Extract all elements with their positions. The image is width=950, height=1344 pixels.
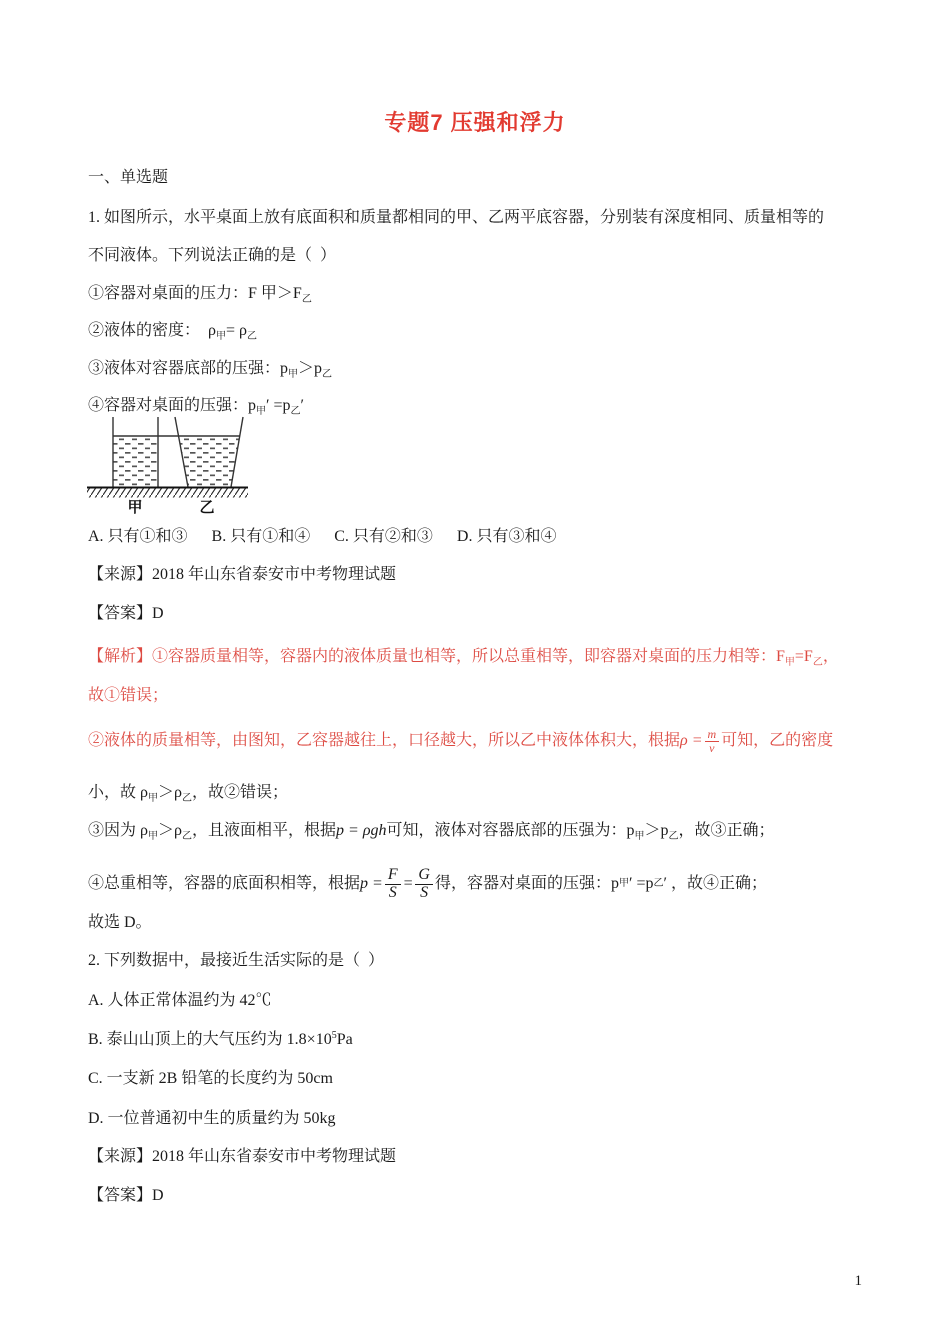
analysis-line4: [88, 783, 288, 806]
analysis4-post: ，故②错误；: [192, 784, 289, 801]
analysis5-mid4: ＞p: [644, 822, 669, 839]
subscript-jia: 甲: [256, 406, 267, 417]
q1-answer: 【答案】D: [88, 605, 164, 622]
q2-option-b: [88, 1030, 353, 1050]
subscript-yi: 乙: [322, 369, 333, 380]
subscript-jia: 甲: [784, 657, 795, 668]
formula-p-rho-g-h: p = ρgh: [336, 822, 387, 839]
subscript-yi: 乙: [182, 793, 192, 804]
analysis-conclusion: 故选 D。: [88, 914, 152, 931]
analysis5-mid3: 可知，液体对容器底部的压强为：p: [386, 822, 635, 839]
superscript-exponent: 5: [331, 1030, 337, 1041]
subscript-yi: 乙: [812, 657, 823, 668]
page-number: 1: [854, 1273, 862, 1289]
item4-text: ④容器对桌面的压强：p: [88, 397, 257, 414]
subscript-yi: 乙: [290, 406, 301, 417]
q2-source: 【来源】2018 年山东省泰安市中考物理试题: [88, 1148, 397, 1165]
formula-rho-lhs: ρ =: [680, 732, 703, 749]
fraction-G-over-S: $\frac{G}{S}$: [415, 867, 433, 902]
q2-option-c: C. 一支新 2B 铅笔的长度约为 50cm: [88, 1070, 333, 1087]
subscript-jia: 甲: [148, 793, 158, 804]
q1-item2: [88, 321, 257, 344]
item2-mid: = ρ: [226, 322, 248, 339]
analysis-line2: 故①错误；: [88, 687, 169, 704]
fraction-F-over-S: $\frac{F}{S}$: [385, 867, 401, 902]
analysis3-text: ②液体的质量相等，由图知，乙容器越往上，口径越大，所以乙中液体体积大，根据: [88, 732, 681, 749]
analysis1-text: 【解析】①容器质量相等，容器内的液体质量也相等，所以总重相等，即容器对桌面的压力相等：F: [88, 648, 785, 665]
doc-title: 专题7 压强和浮力: [384, 110, 566, 135]
q2-option-a: A. 人体正常体温约为 42℃: [88, 992, 272, 1009]
subscript-yi: 乙: [668, 831, 679, 842]
formula-p-lhs: p =: [360, 875, 383, 892]
analysis-line5: [88, 821, 775, 844]
q1-stem-line2: 不同液体。下列说法正确的是（ ）: [88, 247, 337, 264]
item3-text: ③液体对容器底部的压强：p: [88, 360, 289, 377]
liquid-jia: [114, 436, 158, 487]
item3-mid: ＞p: [298, 360, 323, 377]
analysis1-post: ，: [822, 648, 839, 665]
subscript-jia: 甲: [634, 831, 645, 842]
subscript-jia: 甲: [148, 831, 158, 842]
fraction-m-over-v: $\frac{m}{v}$: [705, 728, 720, 754]
analysis5-mid2: ，且液面相平，根据: [192, 822, 337, 839]
optB-unit: Pa: [336, 1031, 353, 1048]
analysis1-mid: =F: [794, 648, 813, 665]
optB-text: B. 泰山山顶上的大气压约为 1.8×10: [88, 1031, 332, 1048]
item4-post: ′: [300, 397, 305, 414]
analysis6-text: ④总重相等，容器的底面积相等，根据: [88, 875, 361, 892]
q1-options: A. 只有①和③ B. 只有①和④ C. 只有②和③ D. 只有③和④: [88, 528, 557, 545]
subscript-jia: 甲: [288, 369, 299, 380]
q2-stem: 2. 下列数据中，最接近生活实际的是（ ）: [88, 952, 385, 969]
subscript-jia: 甲: [216, 331, 226, 342]
subscript-jia: 甲: [618, 877, 629, 889]
analysis6-mid: 得，容器对桌面的压强：p: [434, 875, 619, 892]
subscript-yi: 乙: [653, 877, 664, 889]
q1-item3: [88, 359, 332, 382]
analysis-line1: [88, 647, 839, 670]
q2-answer: 【答案】D: [88, 1187, 164, 1204]
section-heading: 一、单选题: [88, 169, 169, 186]
ground-hatching: [87, 489, 248, 498]
q1-source: 【来源】2018 年山东省泰安市中考物理试题: [88, 566, 397, 583]
analysis4-mid: ＞ρ: [158, 784, 182, 801]
q2-option-d: D. 一位普通初中生的质量约为 50kg: [88, 1110, 336, 1127]
analysis5-text: ③因为 ρ: [88, 822, 148, 839]
analysis5-post: ，故③正确；: [678, 822, 775, 839]
figure-label-jia: 甲: [127, 499, 143, 516]
figure-label-yi: 乙: [199, 499, 215, 516]
q1-stem-line1: 1. 如图所示，水平桌面上放有底面积和质量都相同的甲、乙两平底容器，分别装有深度相同、质量相等的: [88, 209, 825, 226]
formula-equals: =: [402, 875, 414, 892]
item2-text: ②液体的密度： ρ: [88, 322, 216, 339]
item1-text: ①容器对桌面的压力：F 甲＞F: [88, 285, 302, 302]
analysis-line6: [88, 858, 767, 910]
analysis4-text: 小，故 ρ: [88, 784, 148, 801]
analysis3-post: 可知，乙的密度: [721, 732, 834, 749]
q1-item1: [88, 284, 312, 307]
analysis6-post: ′ ，故④正确；: [663, 875, 768, 892]
item4-mid: ′ =p: [266, 397, 291, 414]
subscript-yi: 乙: [301, 294, 312, 305]
question-figure-containers: [85, 414, 255, 516]
subscript-yi: 乙: [182, 831, 192, 842]
analysis5-mid1: ＞ρ: [158, 822, 182, 839]
analysis-line3: [88, 720, 833, 762]
liquid-yi: [179, 436, 240, 487]
analysis6-mid2: ′ =p: [628, 875, 654, 892]
subscript-yi: 乙: [247, 331, 258, 342]
